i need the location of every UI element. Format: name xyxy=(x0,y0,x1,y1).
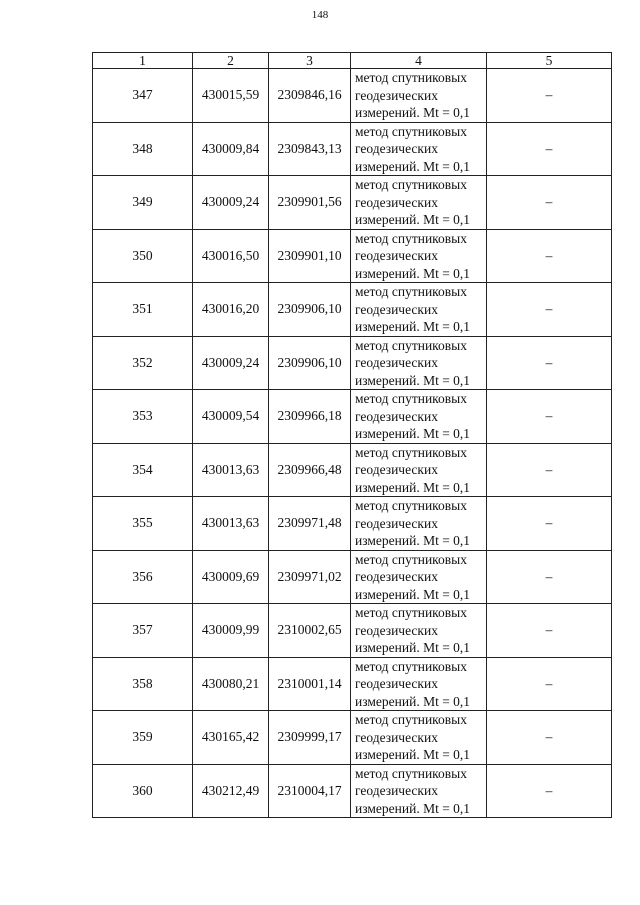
table-row xyxy=(93,390,612,444)
method-cell xyxy=(351,657,487,711)
point-number-cell: 350 xyxy=(93,229,193,283)
table-body xyxy=(93,69,612,818)
point-number-cell: 360 xyxy=(93,764,193,818)
table-row xyxy=(93,69,612,123)
table-row xyxy=(93,122,612,176)
method-line: геодезических xyxy=(355,676,438,691)
method-cell xyxy=(351,122,487,176)
table-row xyxy=(93,711,612,765)
column-header-3: 3 xyxy=(269,53,351,69)
column-5-cell: – xyxy=(487,764,612,818)
method-cell xyxy=(351,443,487,497)
method-line: геодезических xyxy=(355,87,438,103)
method-line: метод спутниковых xyxy=(355,337,467,353)
point-number-cell: 352 xyxy=(93,336,193,390)
method-line: измерений. Mt = 0,1 xyxy=(355,533,471,548)
y-coordinate-cell: 2309901,10 xyxy=(269,229,351,283)
y-coordinate-cell: 2309906,10 xyxy=(269,336,351,390)
method-line: метод спутниковых xyxy=(355,551,467,567)
point-number-cell: 353 xyxy=(93,390,193,444)
point-number-cell: 347 xyxy=(93,69,193,123)
column-5-cell: – xyxy=(487,604,612,658)
page-number: 148 xyxy=(311,9,329,21)
column-5-cell: – xyxy=(487,69,612,123)
table-row xyxy=(93,229,612,283)
method-line: измерений. Mt = 0,1 xyxy=(355,693,471,709)
method-cell xyxy=(351,336,487,390)
x-coordinate-cell: 430015,59 xyxy=(193,69,269,123)
y-coordinate-cell: 2310002,65 xyxy=(269,604,351,658)
method-line: геодезических xyxy=(355,355,438,370)
method-line: измерений. Mt = 0,1 xyxy=(355,105,471,120)
coordinates-table xyxy=(92,52,612,818)
method-line: измерений. Mt = 0,1 xyxy=(355,372,471,388)
method-line: геодезических xyxy=(355,462,438,477)
x-coordinate-cell: 430009,24 xyxy=(193,176,269,230)
x-coordinate-cell: 430009,24 xyxy=(193,336,269,390)
column-header-2: 2 xyxy=(193,53,269,69)
table-header-row xyxy=(93,53,612,69)
method-line: измерений. Mt = 0,1 xyxy=(355,586,471,602)
column-5-cell: – xyxy=(487,711,612,765)
x-coordinate-cell: 430013,63 xyxy=(193,443,269,497)
point-number-cell: 355 xyxy=(93,497,193,551)
method-line: измерений. Mt = 0,1 xyxy=(355,265,471,281)
method-line: измерений. Mt = 0,1 xyxy=(355,800,471,816)
method-line: геодезических xyxy=(355,194,438,210)
method-line: метод спутниковых xyxy=(355,444,467,460)
method-line: метод спутниковых xyxy=(355,391,467,406)
column-5-cell: – xyxy=(487,657,612,711)
table-row xyxy=(93,764,612,818)
method-line: геодезических xyxy=(355,515,438,531)
method-line: измерений. Mt = 0,1 xyxy=(355,640,471,655)
method-line: метод спутниковых xyxy=(355,177,467,192)
column-5-cell: – xyxy=(487,443,612,497)
column-header-4: 4 xyxy=(351,53,487,69)
point-number-cell: 357 xyxy=(93,604,193,658)
method-line: метод спутниковых xyxy=(355,70,467,85)
column-5-cell: – xyxy=(487,176,612,230)
table-row xyxy=(93,550,612,604)
method-line: метод спутниковых xyxy=(355,765,467,781)
method-line: измерений. Mt = 0,1 xyxy=(355,158,471,174)
method-line: геодезических xyxy=(355,141,438,156)
y-coordinate-cell: 2309843,13 xyxy=(269,122,351,176)
method-cell xyxy=(351,176,487,230)
y-coordinate-cell: 2309901,56 xyxy=(269,176,351,230)
point-number-cell: 349 xyxy=(93,176,193,230)
y-coordinate-cell: 2309846,16 xyxy=(269,69,351,123)
point-number-cell: 351 xyxy=(93,283,193,337)
x-coordinate-cell: 430016,50 xyxy=(193,229,269,283)
method-cell xyxy=(351,283,487,337)
y-coordinate-cell: 2310001,14 xyxy=(269,657,351,711)
method-cell xyxy=(351,604,487,658)
table-row xyxy=(93,336,612,390)
method-line: геодезических xyxy=(355,622,438,638)
column-5-cell: – xyxy=(487,283,612,337)
x-coordinate-cell: 430080,21 xyxy=(193,657,269,711)
method-cell xyxy=(351,550,487,604)
method-line: метод спутниковых xyxy=(355,658,467,674)
x-coordinate-cell: 430009,69 xyxy=(193,550,269,604)
method-line: метод спутниковых xyxy=(355,605,467,620)
x-coordinate-cell: 430009,84 xyxy=(193,122,269,176)
method-line: измерений. Mt = 0,1 xyxy=(355,426,471,441)
y-coordinate-cell: 2309906,10 xyxy=(269,283,351,337)
method-cell xyxy=(351,711,487,765)
method-line: измерений. Mt = 0,1 xyxy=(355,319,471,334)
point-number-cell: 356 xyxy=(93,550,193,604)
x-coordinate-cell: 430212,49 xyxy=(193,764,269,818)
y-coordinate-cell: 2309971,48 xyxy=(269,497,351,551)
column-5-cell: – xyxy=(487,390,612,444)
method-line: геодезических xyxy=(355,408,438,424)
table-row xyxy=(93,176,612,230)
method-cell xyxy=(351,764,487,818)
y-coordinate-cell: 2309971,02 xyxy=(269,550,351,604)
table-row xyxy=(93,657,612,711)
method-line: измерений. Mt = 0,1 xyxy=(355,479,471,495)
table-row xyxy=(93,443,612,497)
point-number-cell: 348 xyxy=(93,122,193,176)
method-line: геодезических xyxy=(355,783,438,798)
y-coordinate-cell: 2309966,48 xyxy=(269,443,351,497)
method-line: измерений. Mt = 0,1 xyxy=(355,747,471,762)
method-cell xyxy=(351,390,487,444)
method-cell xyxy=(351,69,487,123)
column-5-cell: – xyxy=(487,550,612,604)
method-line: метод спутниковых xyxy=(355,712,467,727)
method-line: метод спутниковых xyxy=(355,123,467,139)
column-5-cell: – xyxy=(487,122,612,176)
y-coordinate-cell: 2309966,18 xyxy=(269,390,351,444)
column-5-cell: – xyxy=(487,497,612,551)
x-coordinate-cell: 430013,63 xyxy=(193,497,269,551)
x-coordinate-cell: 430009,99 xyxy=(193,604,269,658)
method-line: метод спутниковых xyxy=(355,498,467,513)
column-5-cell: – xyxy=(487,229,612,283)
point-number-cell: 359 xyxy=(93,711,193,765)
x-coordinate-cell: 430165,42 xyxy=(193,711,269,765)
method-line: геодезических xyxy=(355,569,438,584)
method-line: геодезических xyxy=(355,301,438,317)
y-coordinate-cell: 2309999,17 xyxy=(269,711,351,765)
column-5-cell: – xyxy=(487,336,612,390)
method-cell xyxy=(351,497,487,551)
x-coordinate-cell: 430009,54 xyxy=(193,390,269,444)
point-number-cell: 354 xyxy=(93,443,193,497)
method-line: геодезических xyxy=(355,248,438,263)
method-line: геодезических xyxy=(355,729,438,745)
y-coordinate-cell: 2310004,17 xyxy=(269,764,351,818)
table-row xyxy=(93,283,612,337)
method-line: измерений. Mt = 0,1 xyxy=(355,212,471,227)
table-row xyxy=(93,604,612,658)
column-header-1: 1 xyxy=(93,53,193,69)
method-line: метод спутниковых xyxy=(355,284,467,299)
x-coordinate-cell: 430016,20 xyxy=(193,283,269,337)
table-row xyxy=(93,497,612,551)
method-cell xyxy=(351,229,487,283)
point-number-cell: 358 xyxy=(93,657,193,711)
method-line: метод спутниковых xyxy=(355,230,467,246)
column-header-5: 5 xyxy=(487,53,612,69)
